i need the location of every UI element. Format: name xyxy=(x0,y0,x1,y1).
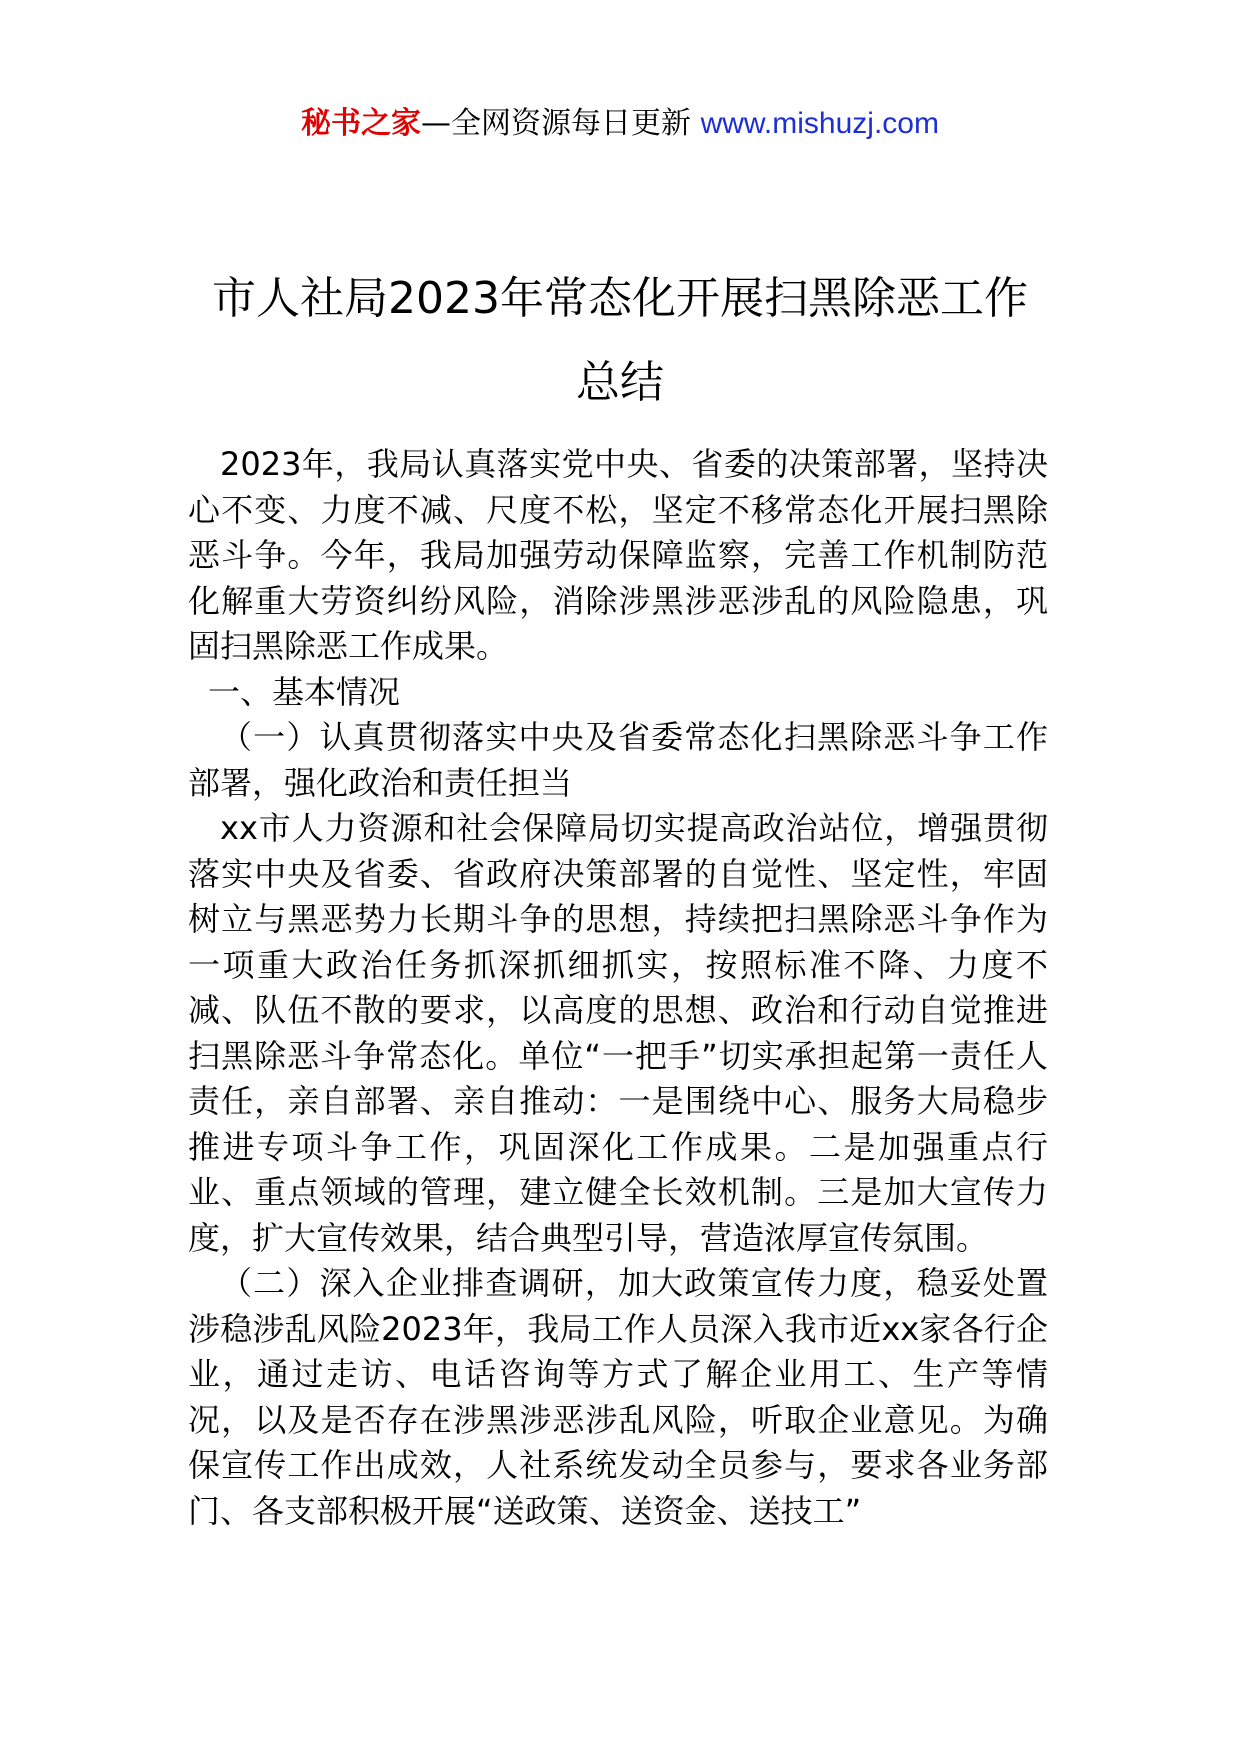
banner-tagline: —全网资源每日更新 xyxy=(421,106,701,141)
site-url-link[interactable]: www.mishuzj.com xyxy=(700,107,939,140)
intro-paragraph: 2023年，我局认真落实党中央、省委的决策部署，坚持决心不变、力度不减、尺度不松，坚定不移常态化开展扫黑除恶斗争。今年，我局加强劳动保障监察，完善工作机制防范化解重大劳资纠纷风险，消除涉黑涉恶涉乱的风险隐患，巩固扫黑除恶工作成果。 xyxy=(188,445,1048,665)
document-title xyxy=(130,257,1110,425)
title-line-2: 总结 xyxy=(576,357,664,409)
document-body xyxy=(188,442,1048,1534)
title-line-1: 市人社局2023年常态化开展扫黑除恶工作 xyxy=(212,273,1028,325)
brand-name: 秘书之家 xyxy=(301,106,422,141)
body-paragraph-2: （二）深入企业排查调研，加大政策宣传力度，稳妥处置涉稳涉乱风险2023年，我局工作人员深入我市近xx家各行企业，通过走访、电话咨询等方式了解企业用工、生产等情况，以及是否存在涉黑涉恶涉乱风险，听取企业意见。为确保宣传工作出成效，人社系统发动全员参与，要求各业务部门、各支部积极开展“送政策、送资金、送技工” xyxy=(188,1264,1048,1530)
body-paragraph-1: xx市人力资源和社会保障局切实提高政治站位，增强贯彻落实中央及省委、省政府决策部署的自觉性、坚定性，牢固树立与黑恶势力长期斗争的思想，持续把扫黑除恶斗争作为一项重大政治任务抓深抓细抓实，按照标准不降、力度不减、队伍不散的要求，以高度的思想、政治和行动自觉推进扫黑除恶斗争常态化。单位“一把手”切实承担起第一责任人责任，亲自部署、亲自推动：一是围绕中心、服务大局稳步推进专项斗争工作，巩固深化工作成果。二是加强重点行业、重点领域的管理，建立健全长效机制。三是加大宣传力度，扩大宣传效果，结合典型引导，营造浓厚宣传氛围。 xyxy=(188,809,1048,1257)
subsection-heading-1: （一）认真贯彻落实中央及省委常态化扫黑除恶斗争工作部署，强化政治和责任担当 xyxy=(188,718,1048,802)
section-heading-basic-situation: 一、基本情况 xyxy=(208,672,401,711)
site-banner xyxy=(0,104,1240,144)
